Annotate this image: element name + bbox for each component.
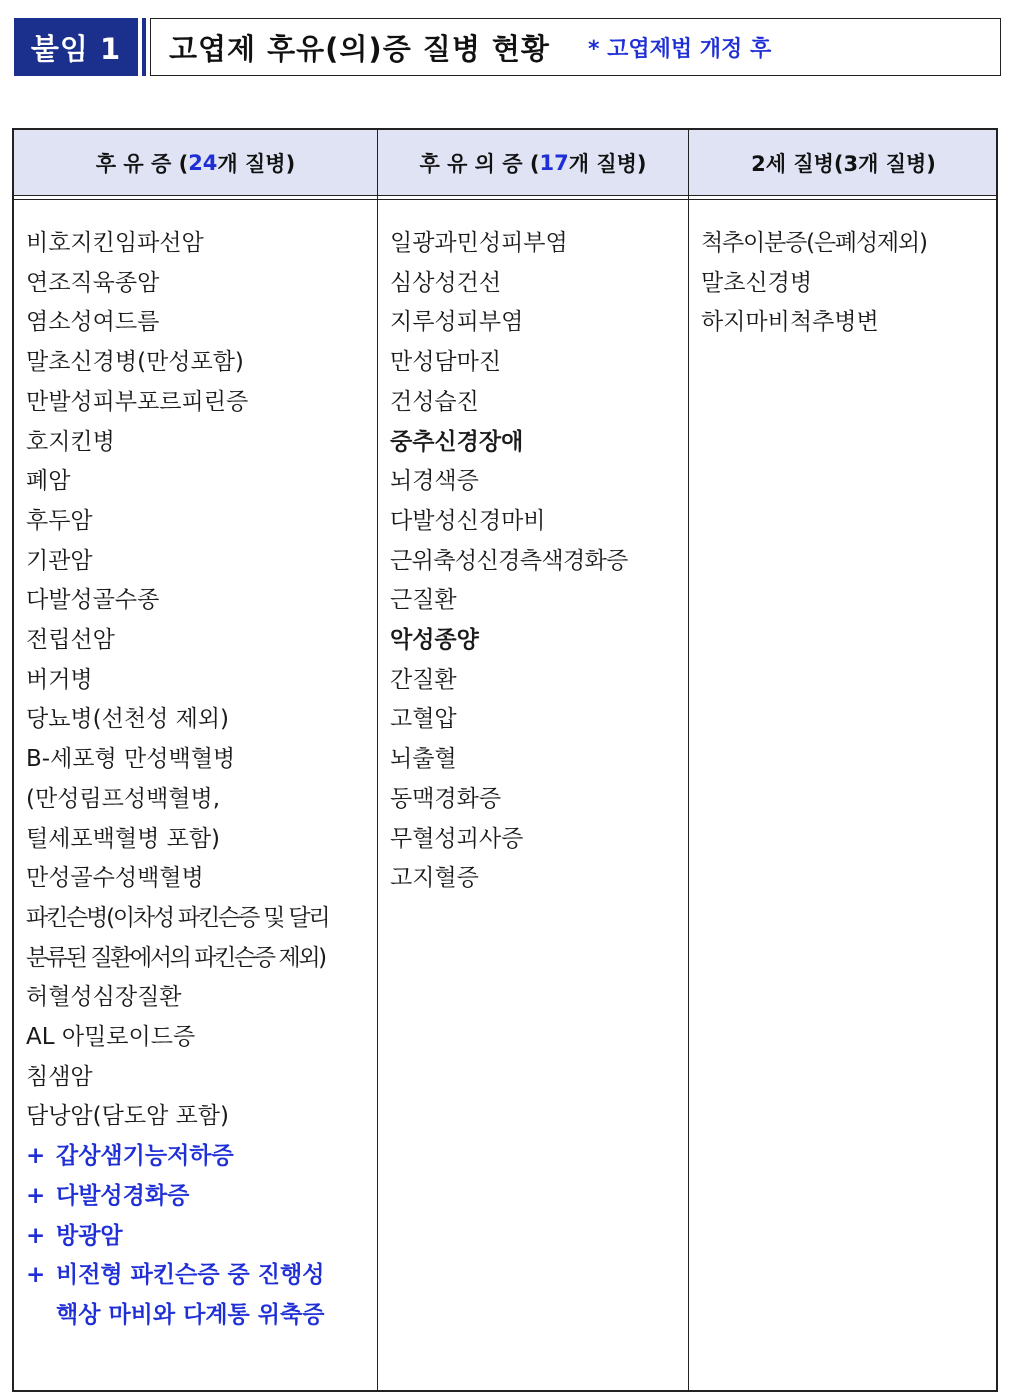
header-sequelae-prefix: 후 유 증 ( <box>95 152 189 176</box>
list-item: 간질환 <box>390 666 457 693</box>
list-item: 당뇨병(선천성 제외) <box>26 706 230 733</box>
column-divider <box>688 130 689 1390</box>
list-item: 만성담마진 <box>390 349 502 376</box>
sequelae-list <box>26 224 371 1336</box>
list-item: 담낭암(담도암 포함) <box>26 1103 230 1130</box>
list-item: 비호지킨임파선암 <box>26 230 204 256</box>
list-item: 다발성골수종 <box>26 587 160 614</box>
list-item: 뇌출혈 <box>390 746 457 773</box>
list-item: 악성종양 <box>390 627 479 654</box>
header-suspected-sequelae <box>378 130 688 196</box>
list-item: 중추신경장애 <box>390 428 524 455</box>
list-item: 뇌경색증 <box>390 468 479 495</box>
column-divider <box>377 130 378 1390</box>
header-sequelae-count: 24 <box>188 151 218 175</box>
list-item: 지루성피부염 <box>390 309 524 336</box>
added-item-label: 갑상샘기능저하증 <box>56 1143 234 1170</box>
title-box <box>150 18 1001 76</box>
added-list-item <box>26 1177 371 1217</box>
added-item-label: 다발성경화증 <box>56 1182 190 1209</box>
page-subtitle: * 고엽제법 개정 후 <box>587 36 772 62</box>
header-suspected-prefix: 후 유 의 증 ( <box>419 152 540 176</box>
list-item: 다발성신경마비 <box>390 507 546 534</box>
list-item: 근질환 <box>390 587 457 614</box>
list-item: 근위축성신경측색경화증 <box>390 547 628 574</box>
added-list-item <box>26 1217 371 1257</box>
added-list-item <box>26 1256 371 1296</box>
disease-table <box>12 128 998 1392</box>
page-title: 고엽제 후유(의)증 질병 현황 <box>169 31 550 66</box>
list-item: 버거병 <box>26 666 93 693</box>
list-item: 연조직육종암 <box>26 269 160 296</box>
list-item: 건성습진 <box>390 388 479 415</box>
list-item: 염소성여드름 <box>26 309 160 336</box>
added-list-item <box>26 1137 371 1177</box>
header-divider <box>14 196 996 200</box>
header-suspected-suffix: 개 질병) <box>568 152 647 176</box>
list-item: 하지마비척추병변 <box>701 309 879 336</box>
list-item: 만발성피부포르피린증 <box>26 388 249 415</box>
list-item: 분류된 질환에서의 파킨슨증 제외) <box>26 944 325 971</box>
attachment-badge: 붙임 1 <box>14 18 138 76</box>
plus-marker: + <box>26 1143 46 1170</box>
list-item: 전립선암 <box>26 627 115 654</box>
list-item: 일광과민성피부염 <box>390 230 568 256</box>
header-sequelae-suffix: 개 질병) <box>217 152 296 176</box>
list-item: 말초신경병(만성포함) <box>26 349 244 376</box>
list-item: AL 아밀로이드증 <box>26 1024 196 1051</box>
list-item: 후두암 <box>26 507 93 534</box>
plus-marker: + <box>26 1222 46 1249</box>
header-suspected-count: 17 <box>539 151 569 175</box>
plus-marker: + <box>26 1182 46 1209</box>
list-item: B-세포형 만성백혈병 <box>26 746 236 773</box>
suspected-sequelae-list <box>390 224 682 899</box>
plus-marker: + <box>26 1262 46 1289</box>
list-item: 고혈압 <box>390 706 457 733</box>
list-item: 척추이분증(은폐성제외) <box>701 230 927 256</box>
list-item: 동맥경화증 <box>390 785 502 812</box>
table-header-row <box>14 130 996 196</box>
list-item: 말초신경병 <box>701 269 813 296</box>
added-item-label: 방광암 <box>56 1222 123 1249</box>
list-item: 심상성건선 <box>390 269 502 296</box>
list-item: 파킨슨병(이차성 파킨슨증 및 달리 <box>26 904 329 931</box>
list-item: 침샘암 <box>26 1063 93 1090</box>
added-list-item-continuation: 핵상 마비와 다계통 위축증 <box>56 1301 325 1328</box>
list-item: (만성림프성백혈병, <box>26 785 221 812</box>
list-item: 털세포백혈병 포함) <box>26 825 221 852</box>
list-item: 폐암 <box>26 468 71 495</box>
second-generation-list <box>701 224 993 343</box>
header-second-generation: 2세 질병(3개 질병) <box>751 152 936 176</box>
list-item: 허혈성심장질환 <box>26 984 182 1011</box>
header-sequelae <box>14 130 377 196</box>
list-item: 기관암 <box>26 547 93 574</box>
list-item: 고지혈증 <box>390 865 479 892</box>
added-item-label: 비전형 파킨슨증 중 진행성 <box>56 1262 325 1289</box>
list-item: 호지킨병 <box>26 428 115 455</box>
list-item: 만성골수성백혈병 <box>26 865 204 892</box>
list-item: 무혈성괴사증 <box>390 825 524 852</box>
